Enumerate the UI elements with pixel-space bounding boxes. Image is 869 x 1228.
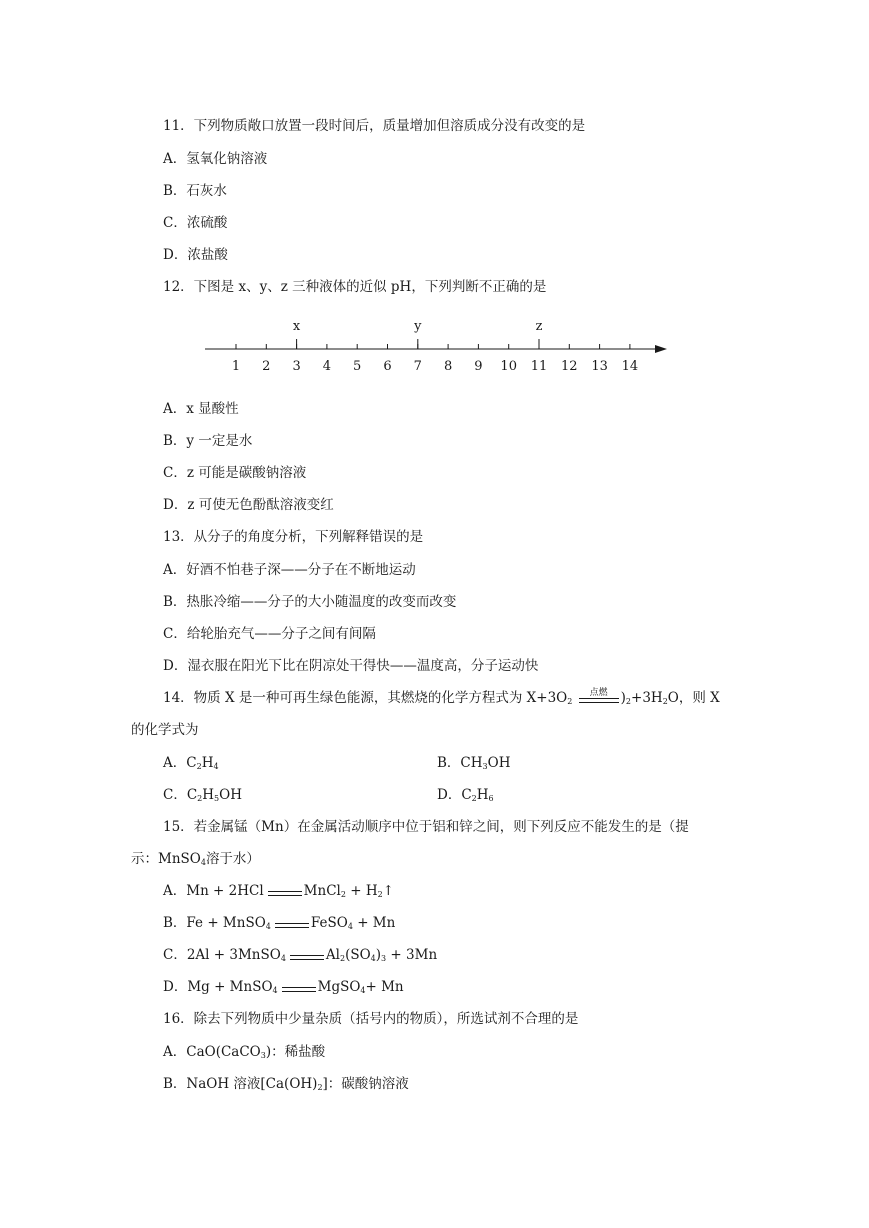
ph-tick-label: 5 [353,359,362,374]
question-16-stem: 16．除去下列物质中少量杂质（括号内的物质），所选试剂不合理的是 [163,1011,579,1027]
question-14-option-c: C．$C_2H_5OH$ [163,787,242,803]
ph-tick-label: 3 [292,359,301,374]
ph-tick-label: 6 [383,359,392,374]
question-14-stem: 14．物质 X 是一种可再生绿色能源，其燃烧的化学方程式为 $X+3O_2$ 点燃 )$_2+3H_2O$，则 X [163,688,720,706]
question-15-stem-continued: 示：MnSO$_4$溶于水） [131,851,260,867]
reaction-arrow [290,946,324,964]
ph-marker-label-y: y [414,319,422,334]
question-12-option-b: B．y 一定是水 [163,433,253,449]
ph-tick-label: 11 [530,359,548,374]
question-16-option-b: B．NaOH 溶液$[Ca(OH)_2]$：碳酸钠溶液 [163,1076,409,1092]
question-11-option-c: C．浓硫酸 [163,215,228,231]
question-12-option-c: C．z 可能是碳酸钠溶液 [163,465,307,481]
question-13-option-a: A．好酒不怕巷子深——分子在不断地运动 [163,562,416,578]
reaction-arrow: 点燃 [577,689,621,707]
ph-tick-label: 9 [474,359,483,374]
question-11-option-b: B．石灰水 [163,183,227,199]
question-14-stem-continued: 的化学式为 [131,722,199,738]
ph-tick-label: 2 [262,359,271,374]
question-13-option-c: C．给轮胎充气——分子之间有间隔 [163,626,376,642]
question-13-stem: 13．从分子的角度分析，下列解释错误的是 [163,529,424,545]
ph-tick-label: 1 [231,359,241,374]
question-15-option-a: A．Mn + 2HCl MnCl$_2$ + $H_2↑$ [163,883,395,899]
question-13-option-d: D．湿衣服在阳光下比在阴凉处干得快——温度高，分子运动快 [163,658,539,674]
reaction-arrow [282,978,316,996]
question-11-stem: 11．下列物质敞口放置一段时间后，质量增加但溶质成分没有改变的是 [163,118,586,134]
ph-tick-label: 12 [561,359,578,374]
question-15-stem: 15．若金属锰（Mn）在金属活动顺序中位于铝和锌之间，则下列反应不能发生的是（提 [163,819,689,835]
question-14-option-a: A．$C_2H_4$ [163,755,219,771]
question-11-option-a: A．氢氧化钠溶液 [163,151,268,167]
question-16-option-a: A．CaO(CaCO$_3$)：稀盐酸 [163,1044,326,1060]
ph-tick-label: 10 [500,359,517,374]
ph-tick-label: 13 [591,359,608,374]
ph-axis-arrow [655,345,667,353]
reaction-arrow [268,882,302,900]
reaction-arrow [275,914,309,932]
ph-tick-label: 7 [413,359,422,374]
ph-tick-label: 4 [322,359,332,374]
question-15-option-d: D．Mg + MnSO$_4$ MgSO$_4$+ Mn [163,979,404,995]
question-14-option-d: D．$C_2H_6$ [437,787,494,803]
ph-marker-label-x: x [292,319,301,334]
question-14-option-b: B．$CH_3OH$ [437,755,511,771]
ph-marker-label-z: z [535,319,543,334]
ph-tick-label: 14 [621,359,639,374]
question-12-option-a: A．x 显酸性 [163,401,239,417]
question-12-option-d: D．z 可使无色酚酞溶液变红 [163,497,334,513]
ph-scale-diagram [205,312,675,382]
question-12-stem: 12．下图是 x、y、z 三种液体的近似 pH，下列判断不正确的是 [163,279,547,295]
question-11-option-d: D．浓盐酸 [163,247,228,263]
question-13-option-b: B．热胀冷缩——分子的大小随温度的改变而改变 [163,594,457,610]
question-15-option-b: B．Fe + MnSO$_4$ FeSO$_4$ + Mn [163,915,396,931]
question-15-option-c: C．2Al + 3MnSO$_4$ $Al_2(SO_4)_3 + 3Mn$ [163,947,438,963]
ph-tick-label: 8 [443,359,453,374]
